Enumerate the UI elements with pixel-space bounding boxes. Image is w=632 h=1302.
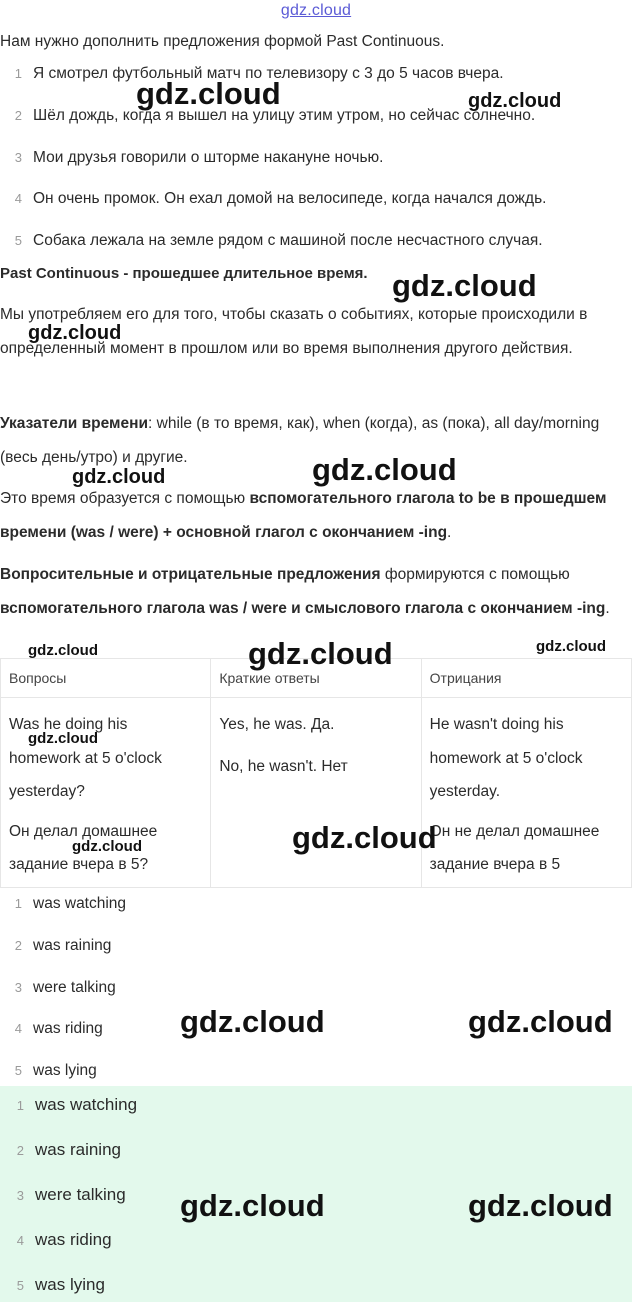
answer-text: was raining [35, 1140, 121, 1159]
answer-item [0, 937, 111, 955]
watermark: gdz.cloud [180, 1004, 325, 1039]
answer-no: No, he wasn't. Нет [219, 757, 348, 775]
watermark: gdz.cloud [136, 76, 281, 111]
table-header-short-answers: Краткие ответы [211, 659, 421, 698]
answer-text: was riding [35, 1230, 112, 1249]
watermark: gdz.cloud [28, 642, 98, 659]
watermark: gdz.cloud [28, 322, 122, 344]
table-row [1, 698, 632, 888]
answer-number: 4 [14, 1021, 22, 1036]
negative-en: He wasn't doing his homework at 5 o'clock yesterday. [429, 716, 583, 800]
watermark: gdz.cloud [72, 466, 166, 488]
site-mark-top[interactable]: gdz.cloud [280, 2, 352, 19]
questions-end: . [605, 599, 610, 617]
sentence-item [0, 149, 383, 167]
table-cell-negative [421, 698, 631, 888]
sentence-text: Собака лежала на земле рядом с машиной после несчастного случая. [33, 232, 543, 249]
formation-plain: Это время образуется с помощью [0, 490, 250, 507]
answer-number: 3 [16, 1188, 24, 1203]
answer-number: 2 [14, 938, 22, 953]
watermark: gdz.cloud [292, 820, 437, 855]
theory-questions [0, 558, 625, 625]
answer-number: 1 [14, 896, 22, 911]
answer-number: 1 [16, 1098, 24, 1113]
answer-number: 3 [14, 980, 22, 995]
questions-plain: формируются с помощью [380, 566, 570, 583]
answer-text: was lying [33, 1062, 97, 1079]
highlighted-answer-item [2, 1185, 126, 1205]
watermark: gdz.cloud [312, 452, 457, 487]
answer-text: were talking [35, 1185, 126, 1204]
answer-text: was watching [35, 1095, 138, 1114]
intro-text: Нам нужно дополнить предложения формой Past Continuous. [0, 33, 445, 50]
sentence-text: Он очень промок. Он ехал домой на велосипеде, когда начался дождь. [33, 190, 547, 207]
table-header-negatives: Отрицания [421, 659, 631, 698]
table-cell-short-answers [211, 698, 421, 888]
answer-yes: Yes, he was. Да. [219, 716, 335, 733]
answer-number: 5 [14, 1063, 22, 1078]
highlighted-answer-item [2, 1275, 105, 1295]
sentence-item [0, 190, 546, 208]
watermark: gdz.cloud [248, 636, 393, 671]
question-en: Was he doing his homework at 5 o'clock yesterday? [9, 716, 162, 800]
watermark: gdz.cloud [28, 730, 98, 747]
highlighted-answer-item [2, 1140, 121, 1160]
sentence-number: 5 [14, 233, 22, 248]
answer-text: was raining [33, 937, 112, 954]
watermark: gdz.cloud [180, 1188, 325, 1223]
sentence-item [0, 232, 543, 250]
formation-end: . [447, 523, 452, 541]
markers-text: : while (в то время, как), when (когда), as (пока), all day/morning (весь день/утро) и другие. [0, 415, 600, 466]
answer-item [0, 1062, 97, 1080]
answer-item [0, 1020, 103, 1038]
highlighted-answer-item [2, 1230, 112, 1250]
watermark: gdz.cloud [468, 1188, 613, 1223]
question-ru: Он делал домашнее задание вчера в 5? [9, 822, 158, 873]
sentence-number: 4 [14, 191, 22, 206]
highlighted-answer-item [2, 1095, 137, 1115]
answer-text: was riding [33, 1020, 103, 1037]
answer-text: were talking [33, 979, 116, 996]
watermark: gdz.cloud [72, 838, 142, 855]
table-header-questions: Вопросы [1, 659, 211, 698]
watermark: gdz.cloud [536, 638, 606, 655]
negative-ru: Он не делал домашнее задание вчера в 5 [429, 822, 600, 873]
answer-item [0, 979, 116, 997]
answer-text: was lying [35, 1275, 105, 1294]
questions-bold: Вопросительные и отрицательные предложения [0, 566, 381, 583]
theory-usage: Мы употребляем его для того, чтобы сказать о событиях, которые происходили в определенный момент в прошлом или во время выполнения другого действия. [0, 306, 588, 357]
answer-number: 2 [16, 1143, 24, 1158]
sentence-number: 1 [14, 66, 22, 81]
answer-text: was watching [33, 895, 127, 912]
answer-item [0, 895, 126, 913]
sentence-text: Шёл дождь, когда я вышел на улицу этим утром, но сейчас солнечно. [33, 107, 536, 124]
formation-bold: вспомогательного глагола to be в прошедшем времени (was / were) + основной глагол с окончанием -ing [0, 490, 607, 541]
markers-label: Указатели времени [0, 415, 149, 432]
table-cell-question [1, 698, 211, 888]
theory-heading: Past Continuous - прошедшее длительное время. [0, 265, 368, 282]
sentence-number: 3 [14, 150, 22, 165]
watermark: gdz.cloud [468, 1004, 613, 1039]
sentence-text: Мои друзья говорили о шторме накануне ночью. [33, 149, 384, 166]
theory-formation [0, 482, 625, 549]
questions-bold2: вспомогательного глагола was / were и смыслового глагола с окончанием -ing [0, 599, 606, 617]
watermark: gdz.cloud [392, 268, 537, 303]
sentence-number: 2 [14, 108, 22, 123]
answer-number: 5 [16, 1278, 24, 1293]
answer-number: 4 [16, 1233, 24, 1248]
watermark: gdz.cloud [468, 90, 562, 112]
sentence-text: Я смотрел футбольный матч по телевизору с 3 до 5 часов вчера. [33, 65, 504, 82]
